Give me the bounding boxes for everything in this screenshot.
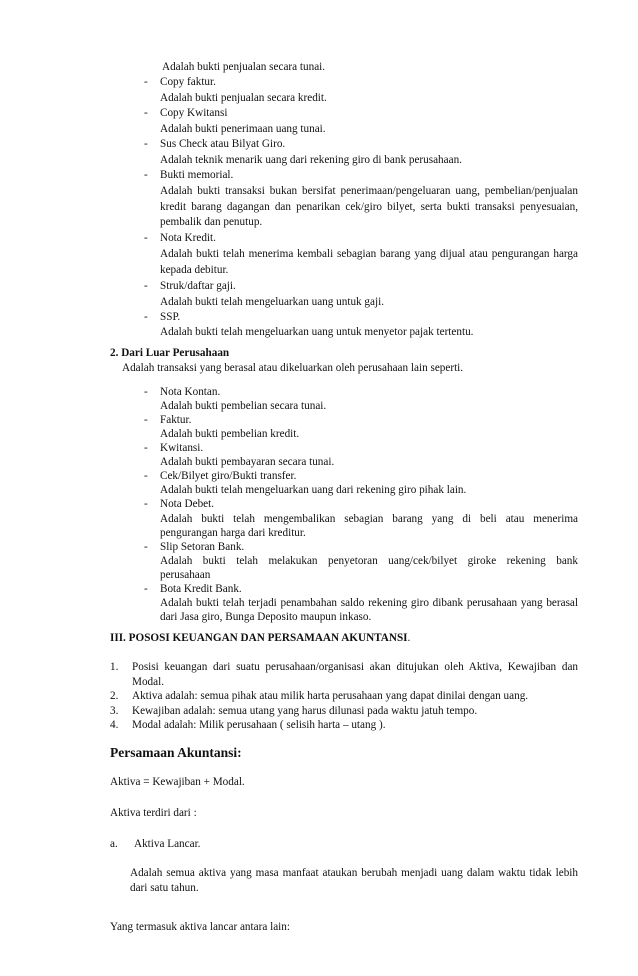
paragraph: Yang termasuk aktiva lancar antara lain:	[110, 921, 290, 933]
item-title: Nota Debet.	[160, 498, 215, 510]
item-desc-line: perusahaan	[160, 569, 211, 581]
item-desc-line: dari Jasa giro, Bunga Deposito maupun inkaso.	[160, 611, 372, 623]
item-title: Bota Kredit Bank.	[160, 583, 242, 595]
bullet-dash: -	[144, 280, 148, 292]
bullet-dash: -	[144, 169, 148, 181]
bullet-dash: -	[144, 386, 148, 398]
list-item-line: Posisi keuangan dari suatu perusahaan/organisasi akan ditujukan oleh Aktiva, Kewajiban dan	[132, 661, 578, 673]
section-heading-text: III. POSOSI KEUANGAN DAN PERSAMAAN AKUNTANSI	[110, 632, 408, 644]
item-title: Slip Setoran Bank.	[160, 541, 245, 553]
bullet-dash: -	[144, 442, 148, 454]
item-desc: Adalah bukti pembelian secara tunai.	[160, 400, 327, 412]
list-item-line: Kewajiban adalah: semua utang yang harus dilunasi pada waktu jatuh tempo.	[132, 705, 478, 717]
bullet-dash: -	[144, 470, 148, 482]
item-desc-line: kepada debitur.	[160, 264, 229, 276]
item-desc-line: Adalah bukti telah menerima kembali sebagian barang yang dijual atau pengurangan harga	[160, 248, 578, 260]
item-desc: Adalah bukti telah mengeluarkan uang untuk gaji.	[160, 296, 384, 308]
equation-text: Aktiva = Kewajiban + Modal.	[110, 776, 245, 788]
item-desc: Adalah bukti penjualan secara kredit.	[160, 92, 327, 104]
item-desc: Adalah bukti pembelian kredit.	[160, 428, 300, 440]
item-title: Struk/daftar gaji.	[160, 280, 236, 292]
item-desc-line: Adalah bukti telah terjadi penambahan saldo rekening giro dibank perusahaan yang berasal	[160, 597, 578, 609]
list-number: 4.	[110, 719, 119, 731]
item-title: Copy Kwitansi	[160, 107, 228, 119]
item-title: SSP.	[160, 311, 181, 323]
item-desc: Adalah bukti telah mengeluarkan uang untuk menyetor pajak tertentu.	[160, 326, 474, 338]
list-number: 2.	[110, 690, 119, 702]
bullet-dash: -	[144, 311, 148, 323]
item-desc: Adalah bukti penerimaan uang tunai.	[160, 123, 326, 135]
list-number: 3.	[110, 705, 119, 717]
list-item-line: Aktiva adalah: semua pihak atau milik harta perusahaan yang dapat dinilai dengan uang.	[132, 690, 529, 702]
item-desc: Adalah teknik menarik uang dari rekening giro di bank perusahaan.	[160, 154, 462, 166]
bullet-dash: -	[144, 138, 148, 150]
item-desc: Adalah bukti penjualan secara tunai.	[162, 61, 326, 73]
section-intro: Adalah transaksi yang berasal atau dikeluarkan oleh perusahaan lain seperti.	[122, 362, 464, 374]
item-desc-line: Adalah bukti telah melakukan penyetoran uang/cek/bilyet giroke rekening bank	[160, 555, 578, 567]
item-title: Aktiva Lancar.	[134, 838, 201, 850]
section-heading: 2. Dari Luar Perusahaan	[110, 347, 230, 359]
bullet-dash: -	[144, 541, 148, 553]
item-desc-line: kredit barang dagangan dan penarikan cek/giro bilyet, serta bukti transaksi penyesuaian,	[160, 201, 578, 213]
bullet-dash: -	[144, 414, 148, 426]
paragraph-line: dari satu tahun.	[130, 882, 199, 894]
item-desc: Adalah bukti pembayaran secara tunai.	[160, 456, 335, 468]
item-title: Nota Kontan.	[160, 386, 221, 398]
bullet-dash: -	[144, 583, 148, 595]
item-title: Cek/Bilyet giro/Bukti transfer.	[160, 470, 297, 482]
list-letter: a.	[110, 838, 118, 850]
item-desc: Adalah bukti telah mengeluarkan uang dari rekening giro pihak lain.	[160, 484, 467, 496]
paragraph: Aktiva terdiri dari :	[110, 807, 197, 819]
section-heading-period: .	[407, 632, 411, 644]
item-desc-line: pembalik dan penutup.	[160, 216, 263, 228]
paragraph-line: Adalah semua aktiva yang masa manfaat ataukan berubah menjadi uang dalam waktu tidak lebih	[130, 867, 578, 879]
item-title: Sus Check atau Bilyat Giro.	[160, 138, 286, 150]
bullet-dash: -	[144, 498, 148, 510]
item-desc-line: Adalah bukti telah mengembalikan sebagian barang yang di beli atau menerima	[160, 513, 578, 525]
item-title: Nota Kredit.	[160, 232, 216, 244]
section-heading	[110, 631, 410, 645]
item-title: Copy faktur.	[160, 76, 216, 88]
list-number: 1.	[110, 661, 119, 673]
item-title: Faktur.	[160, 414, 192, 426]
item-desc-line: Adalah bukti transaksi bukan bersifat penerimaan/pengeluaran uang, pembelian/penjualan	[160, 185, 578, 197]
item-title: Kwitansi.	[160, 442, 204, 454]
item-desc-line: pengurangan harga dari kreditur.	[160, 527, 306, 539]
subheading: Persamaan Akuntansi:	[110, 745, 242, 760]
item-title: Bukti memorial.	[160, 169, 234, 181]
list-item-line: Modal.	[132, 676, 165, 688]
bullet-dash: -	[144, 107, 148, 119]
bullet-dash: -	[144, 76, 148, 88]
list-item-line: Modal adalah: Milik perusahaan ( selisih harta – utang ).	[132, 719, 386, 731]
bullet-dash: -	[144, 232, 148, 244]
